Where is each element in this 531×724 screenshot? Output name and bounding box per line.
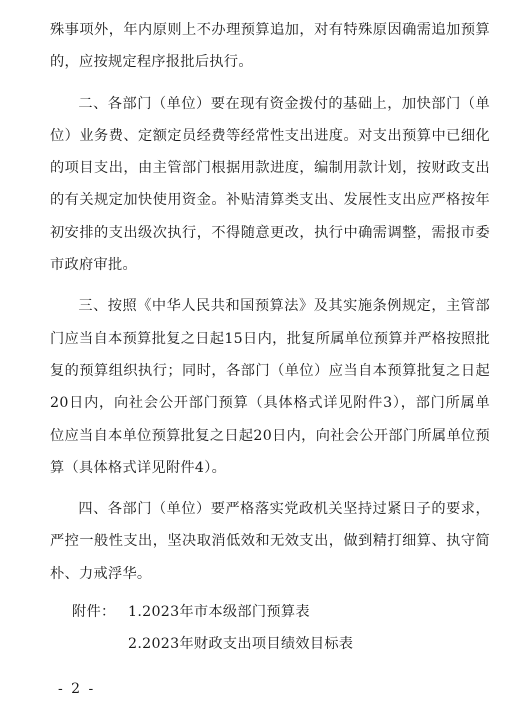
- paragraph-section-four: 四、各部门（单位）要严格落实党政机关坚持过紧日子的要求，严控一般性支出，坚决取消低效和无效支出，做到精打细算、执守简朴、力戒浮华。: [50, 501, 490, 582]
- attachment-row: [72, 596, 353, 628]
- attachments-list: [72, 596, 353, 660]
- paragraph-section-two: 二、各部门（单位）要在现有资金拨付的基础上，加快部门（单位）业务费、定额定员经费等经常性支出进度。对支出预算中已细化的项目支出，由主管部门根据用款进度，编制用款计划，按财政支出的有关规定加快使用资金。补贴清算类支出、发展性支出应严格按年初安排的支出级次执行，不得随意更改，执行中确需调整，需报市委市政府审批。: [50, 95, 490, 274]
- document-body: [50, 14, 490, 590]
- paragraph-section-three: 三、按照《中华人民共和国预算法》及其实施条例规定，主管部门应当自本预算批复之日起15日内，批复所属单位预算并严格按照批复的预算组织执行；同时，各部门（单位）应当自本预算批复之日起20日内，向社会公开部门预算（具体格式详见附件3），部门所属单位应当自本单位预算批复之日起20日内，向社会公开部门所属单位预算（具体格式详见附件4）。: [50, 298, 490, 476]
- paragraph-continuation: 殊事项外，年内原则上不办理预算追加，对有特殊原因确需追加预算的，应按规定程序报批后执行。: [50, 22, 490, 71]
- attachment-item-2: 2.2023年财政支出项目绩效目标表: [128, 636, 354, 652]
- attachment-item-1: 1.2023年市本级部门预算表: [128, 604, 310, 620]
- attachment-row: [72, 628, 353, 660]
- attachments-label: 附件：: [72, 604, 116, 620]
- page-number: - 2 -: [58, 681, 96, 697]
